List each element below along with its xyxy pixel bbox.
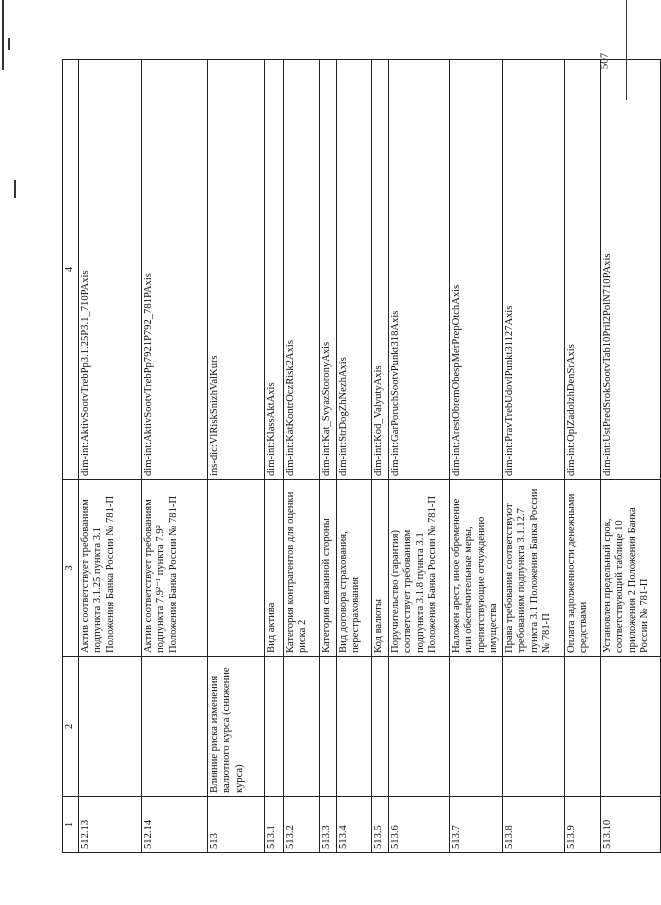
row-name xyxy=(141,657,207,797)
row-axis: dim-int:PravTrebUdovlPunkt31127Axis xyxy=(502,60,564,480)
row-description: Права требования соответствуют требованиям подпункта 3.1.12.7 пункта 3.1 Положения Банка России № 781-П xyxy=(502,480,564,657)
row-axis: dim-int:GarPoruchSootvPunkt318Axis xyxy=(388,60,449,480)
row-description: Актив соответствует требованиям подпункта 3.1.25 пункта 3.1 Положения Банка России № 781-П xyxy=(78,480,141,657)
table-row xyxy=(319,60,336,853)
row-code: 512.14 xyxy=(141,797,207,853)
row-axis: dim-int:AktivSootvTrebPp7921P792_781PAxis xyxy=(141,60,207,480)
row-description: Наложен арест, иное обременение или обеспечительные меры, препятствующие отчуждению имущества xyxy=(449,480,502,657)
classification-table xyxy=(62,59,661,853)
row-axis: dim-int:StrDogZhNezhAxis xyxy=(336,60,371,480)
row-axis: dim-int:OplZadolzhDenSrAxis xyxy=(564,60,600,480)
header-cell: 2 xyxy=(63,657,79,797)
row-name xyxy=(336,657,371,797)
table-row xyxy=(141,60,207,853)
row-name xyxy=(264,657,283,797)
row-description: Оплата задолженности денежными средствами xyxy=(564,480,600,657)
table-row xyxy=(564,60,600,853)
table-row xyxy=(207,60,264,853)
table-row xyxy=(283,60,319,853)
row-axis: dim-int:AktivSootvTrebPp3.1.25P3.1_710PAxis xyxy=(78,60,141,480)
row-axis: dim-int:Kat_SvyazStoronyAxis xyxy=(319,60,336,480)
header-cell: 3 xyxy=(63,480,79,657)
scan-edge-mark xyxy=(2,0,4,70)
page-number: 507 xyxy=(598,52,611,70)
row-code: 513.5 xyxy=(371,797,388,853)
row-code: 513.6 xyxy=(388,797,449,853)
row-code: 513 xyxy=(207,797,264,853)
row-axis: dim-int:ArestObremObespMerPrepOtchAxis xyxy=(449,60,502,480)
table-row xyxy=(502,60,564,853)
row-name xyxy=(78,657,141,797)
header-cell: 4 xyxy=(63,60,79,480)
row-code: 513.3 xyxy=(319,797,336,853)
table-row xyxy=(78,60,141,853)
header-cell: 1 xyxy=(63,797,79,853)
table-row xyxy=(600,60,660,853)
row-code: 512.13 xyxy=(78,797,141,853)
row-name xyxy=(283,657,319,797)
row-name: Влияние риска изменения валютного курса (снижение курса) xyxy=(207,657,264,797)
row-name xyxy=(564,657,600,797)
table-header-row xyxy=(63,60,79,853)
row-description: Категория контрагентов для оценки риска 2 xyxy=(283,480,319,657)
row-description: Вид договора страхования, перестрахования xyxy=(336,480,371,657)
row-axis: dim-int:UstPredSrokSootvTab10Pril2PolN710PAxis xyxy=(600,60,660,480)
row-name xyxy=(600,657,660,797)
row-code: 513.8 xyxy=(502,797,564,853)
row-description: Код валюты xyxy=(371,480,388,657)
row-name xyxy=(502,657,564,797)
row-name xyxy=(449,657,502,797)
row-code: 513.4 xyxy=(336,797,371,853)
row-description: Актив соответствует требованиям подпункта 7.9²⁻¹ пункта 7.9² Положения Банка России № 781-П xyxy=(141,480,207,657)
table-row xyxy=(388,60,449,853)
row-code: 513.7 xyxy=(449,797,502,853)
row-name xyxy=(388,657,449,797)
scan-edge-mark xyxy=(14,180,16,198)
row-description: Вид актива xyxy=(264,480,283,657)
table-row xyxy=(371,60,388,853)
table-row xyxy=(264,60,283,853)
row-description xyxy=(207,480,264,657)
scan-edge-mark xyxy=(8,38,10,50)
row-code: 513.9 xyxy=(564,797,600,853)
table-row xyxy=(336,60,371,853)
row-description: Категория связанной стороны xyxy=(319,480,336,657)
table-row xyxy=(449,60,502,853)
row-code: 513.10 xyxy=(600,797,660,853)
row-name xyxy=(319,657,336,797)
row-axis: dim-int:KlassAktAxis xyxy=(264,60,283,480)
row-code: 513.2 xyxy=(283,797,319,853)
row-axis: dim-int:Kod_ValyutyAxis xyxy=(371,60,388,480)
row-description: Поручительство (гарантия) соответствует требованиям подпункта 3.1.8 пункта 3.1 Положения Банка России № 781-П xyxy=(388,480,449,657)
row-code: 513.1 xyxy=(264,797,283,853)
row-axis: ins-dic:VlRiskSnizhValKurs xyxy=(207,60,264,480)
row-axis: dim-int:KatKontrOczRisk2Axis xyxy=(283,60,319,480)
row-name xyxy=(371,657,388,797)
row-description: Установлен предельный срок, соответствующий таблице 10 приложения 2 Положения Банка России № 781-П xyxy=(600,480,660,657)
